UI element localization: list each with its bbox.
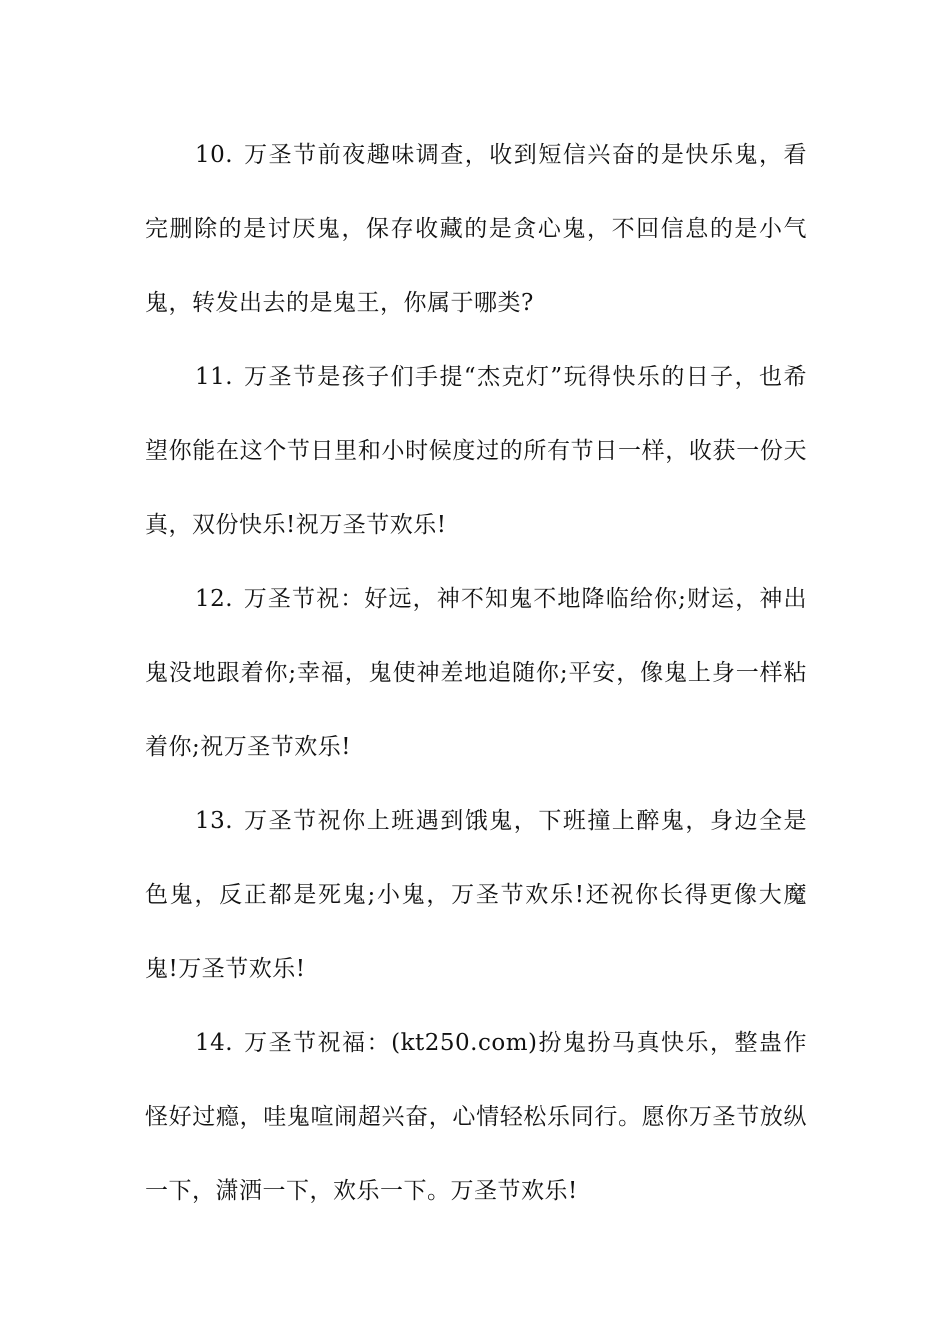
paragraph-number: 12.	[195, 586, 234, 612]
paragraph-12	[145, 562, 807, 784]
paragraph-number: 11.	[195, 364, 234, 390]
text-body	[145, 118, 807, 1228]
paragraph-14	[145, 1006, 807, 1228]
paragraph-13	[145, 784, 807, 1006]
paragraph-11	[145, 340, 807, 562]
paragraph-number: 14.	[195, 1030, 234, 1056]
paragraph-number: 10.	[195, 142, 234, 168]
paragraph-text: 万圣节祝福：(kt250.com)扮鬼扮马真快乐，整蛊作怪好过瘾，哇鬼喧闹超兴奋，心情轻松乐同行。愿你万圣节放纵一下，潇洒一下，欢乐一下。万圣节欢乐!	[145, 1030, 807, 1204]
paragraph-text: 万圣节前夜趣味调查，收到短信兴奋的是快乐鬼，看完删除的是讨厌鬼，保存收藏的是贪心鬼，不回信息的是小气鬼，转发出去的是鬼王，你属于哪类?	[145, 142, 807, 316]
paragraph-10	[145, 118, 807, 340]
paragraph-text: 万圣节是孩子们手提“杰克灯”玩得快乐的日子，也希望你能在这个节日里和小时候度过的所有节日一样，收获一份天真，双份快乐!祝万圣节欢乐!	[145, 364, 807, 538]
paragraph-text: 万圣节祝你上班遇到饿鬼，下班撞上醉鬼，身边全是色鬼，反正都是死鬼;小鬼，万圣节欢乐!还祝你长得更像大魔鬼!万圣节欢乐!	[145, 808, 807, 982]
paragraph-number: 13.	[195, 808, 234, 834]
paragraph-text: 万圣节祝：好远，神不知鬼不地降临给你;财运，神出鬼没地跟着你;幸福，鬼使神差地追随你;平安，像鬼上身一样粘着你;祝万圣节欢乐!	[145, 586, 807, 760]
